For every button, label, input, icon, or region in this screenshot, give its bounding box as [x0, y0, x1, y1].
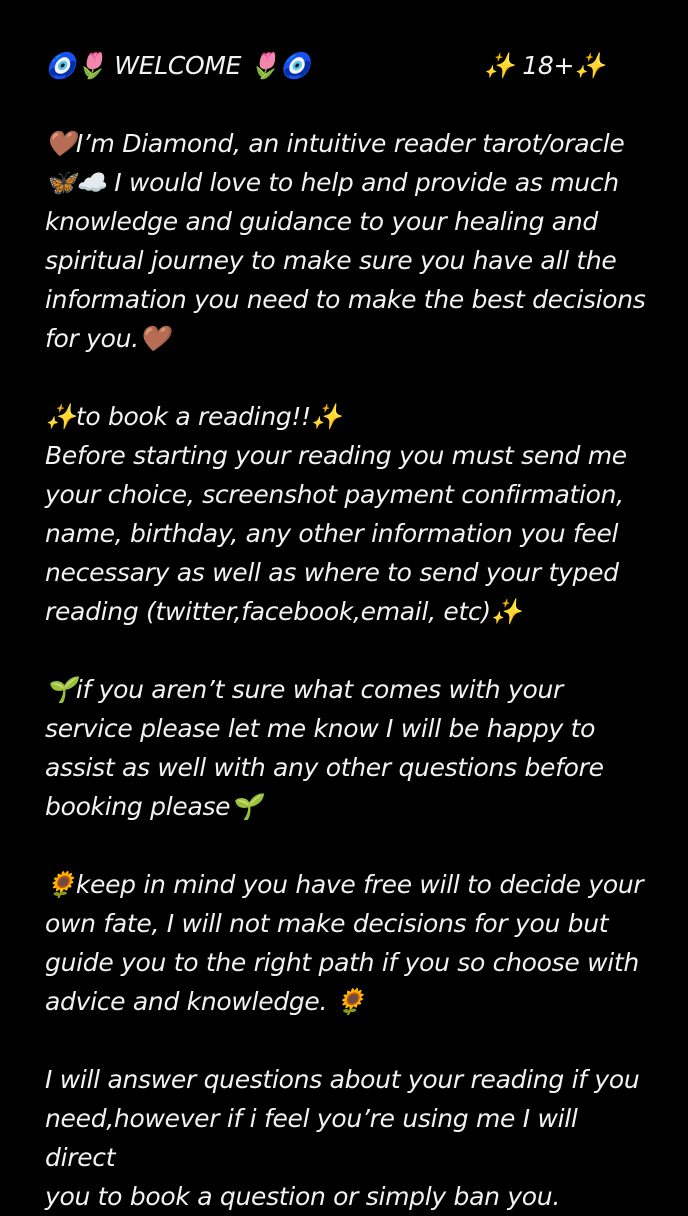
spacer [45, 85, 655, 124]
spacer [45, 358, 655, 397]
free-will-paragraph: 🌻keep in mind you have free will to decide your own fate, I will not make decisions for you but guide you to the right path if you so choose with advice and knowledge. 🌻 [45, 870, 644, 1016]
age-badge: ✨ 18+✨ [483, 51, 605, 80]
intro-paragraph: 🤎I’m Diamond, an intuitive reader tarot/oracle 🦋☁️ I would love to help and provide as much knowledge and guidance to your healing and spiritual journey to make sure you have all the information you need to make the best decisions for you.🤎 [45, 129, 646, 353]
booking-heading: ✨to book a reading!!✨ [45, 402, 342, 431]
header-row [45, 46, 605, 85]
service-paragraph: 🌱if you aren’t sure what comes with your service please let me know I will be happy to assist as well with any other questions before booking please🌱 [45, 675, 604, 821]
spacer [45, 631, 655, 670]
welcome-title: 🧿🌷 WELCOME 🌷🧿 [45, 51, 311, 80]
spacer [45, 1021, 655, 1060]
spacer [45, 826, 655, 865]
note-body [45, 46, 655, 1216]
booking-paragraph: Before starting your reading you must send me your choice, screenshot payment confirmation, name, birthday, any other information you feel necessary as well as where to send your typed reading (twitter,facebook,email, etc)✨ [45, 441, 627, 626]
questions-paragraph: I will answer questions about your reading if you need,however if i feel you’re using me I will direct you to book a question or simply ban you. [45, 1065, 640, 1211]
